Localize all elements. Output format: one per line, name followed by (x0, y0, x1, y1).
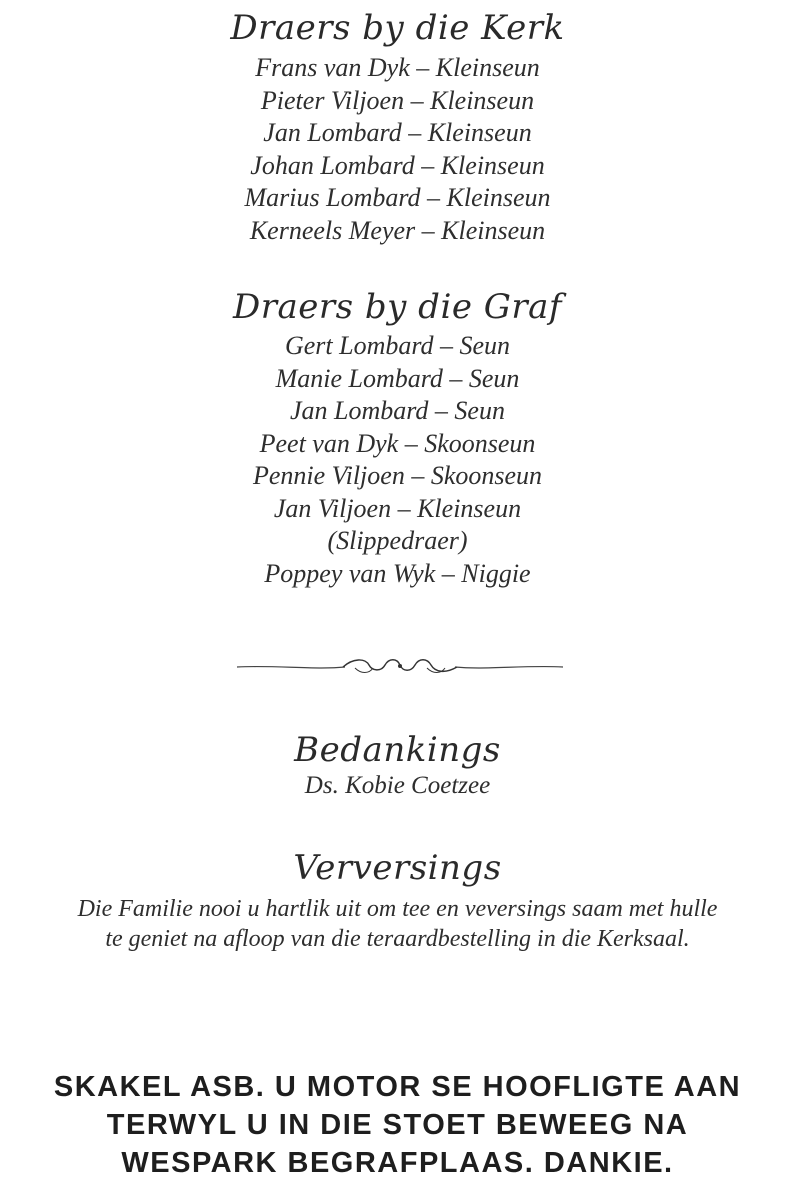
kerk-bearer: Johan Lombard – Kleinseun (250, 150, 545, 180)
graf-bearer: Peet van Dyk – Skoonseun (259, 428, 536, 458)
bedankings-person: Ds. Kobie Coetzee (304, 772, 491, 799)
bedankings-heading: Bedankings (294, 730, 501, 770)
graf-bearer: Jan Lombard – Seun (290, 396, 505, 425)
graf-bearer: Jan Viljoen – Kleinseun (273, 493, 522, 523)
kerk-bearer: Marius Lombard – Kleinseun (244, 183, 551, 212)
graf-bearer: Gert Lombard – Seun (284, 331, 511, 360)
kerk-bearer: Pieter Viljoen – Kleinseun (260, 85, 535, 115)
kerk-bearer: Jan Lombard – Kleinseun (263, 118, 532, 147)
graf-bearer: Poppey van Wyk – Niggie (264, 558, 531, 588)
verversings-line: te geniet na afloop van die teraardbestelling in die Kerksaal. (105, 926, 690, 952)
verversings-heading: Verversings (293, 848, 502, 888)
graf-bearer-note: (Slippedraer) (327, 526, 468, 555)
bedankings-name (0, 770, 795, 803)
kerk-bearer: Frans van Dyk – Kleinseun (255, 53, 540, 82)
kerk-bearers-list (0, 52, 795, 247)
verversings-text (0, 894, 795, 954)
headlights-notice (0, 1068, 795, 1182)
notice-line: SKAKEL ASB. U MOTOR SE HOOFLIGTE AAN (53, 1071, 742, 1103)
graf-bearers-list (0, 330, 795, 590)
graf-bearer: Manie Lombard – Seun (275, 363, 520, 393)
flourish-divider-icon (235, 652, 565, 680)
notice-line: TERWYL U IN DIE STOET BEWEEG NA (106, 1109, 689, 1141)
graf-heading: Draers by die Graf (232, 287, 563, 327)
verversings-line: Die Familie nooi u hartlik uit om tee en veversings saam met hulle (77, 896, 718, 922)
notice-line: WESPARK BEGRAFPLAAS. DANKIE. (121, 1147, 674, 1179)
kerk-bearer: Kerneels Meyer – Kleinseun (249, 215, 546, 245)
graf-bearer: Pennie Viljoen – Skoonseun (252, 461, 543, 490)
kerk-heading: Draers by die Kerk (230, 8, 565, 48)
